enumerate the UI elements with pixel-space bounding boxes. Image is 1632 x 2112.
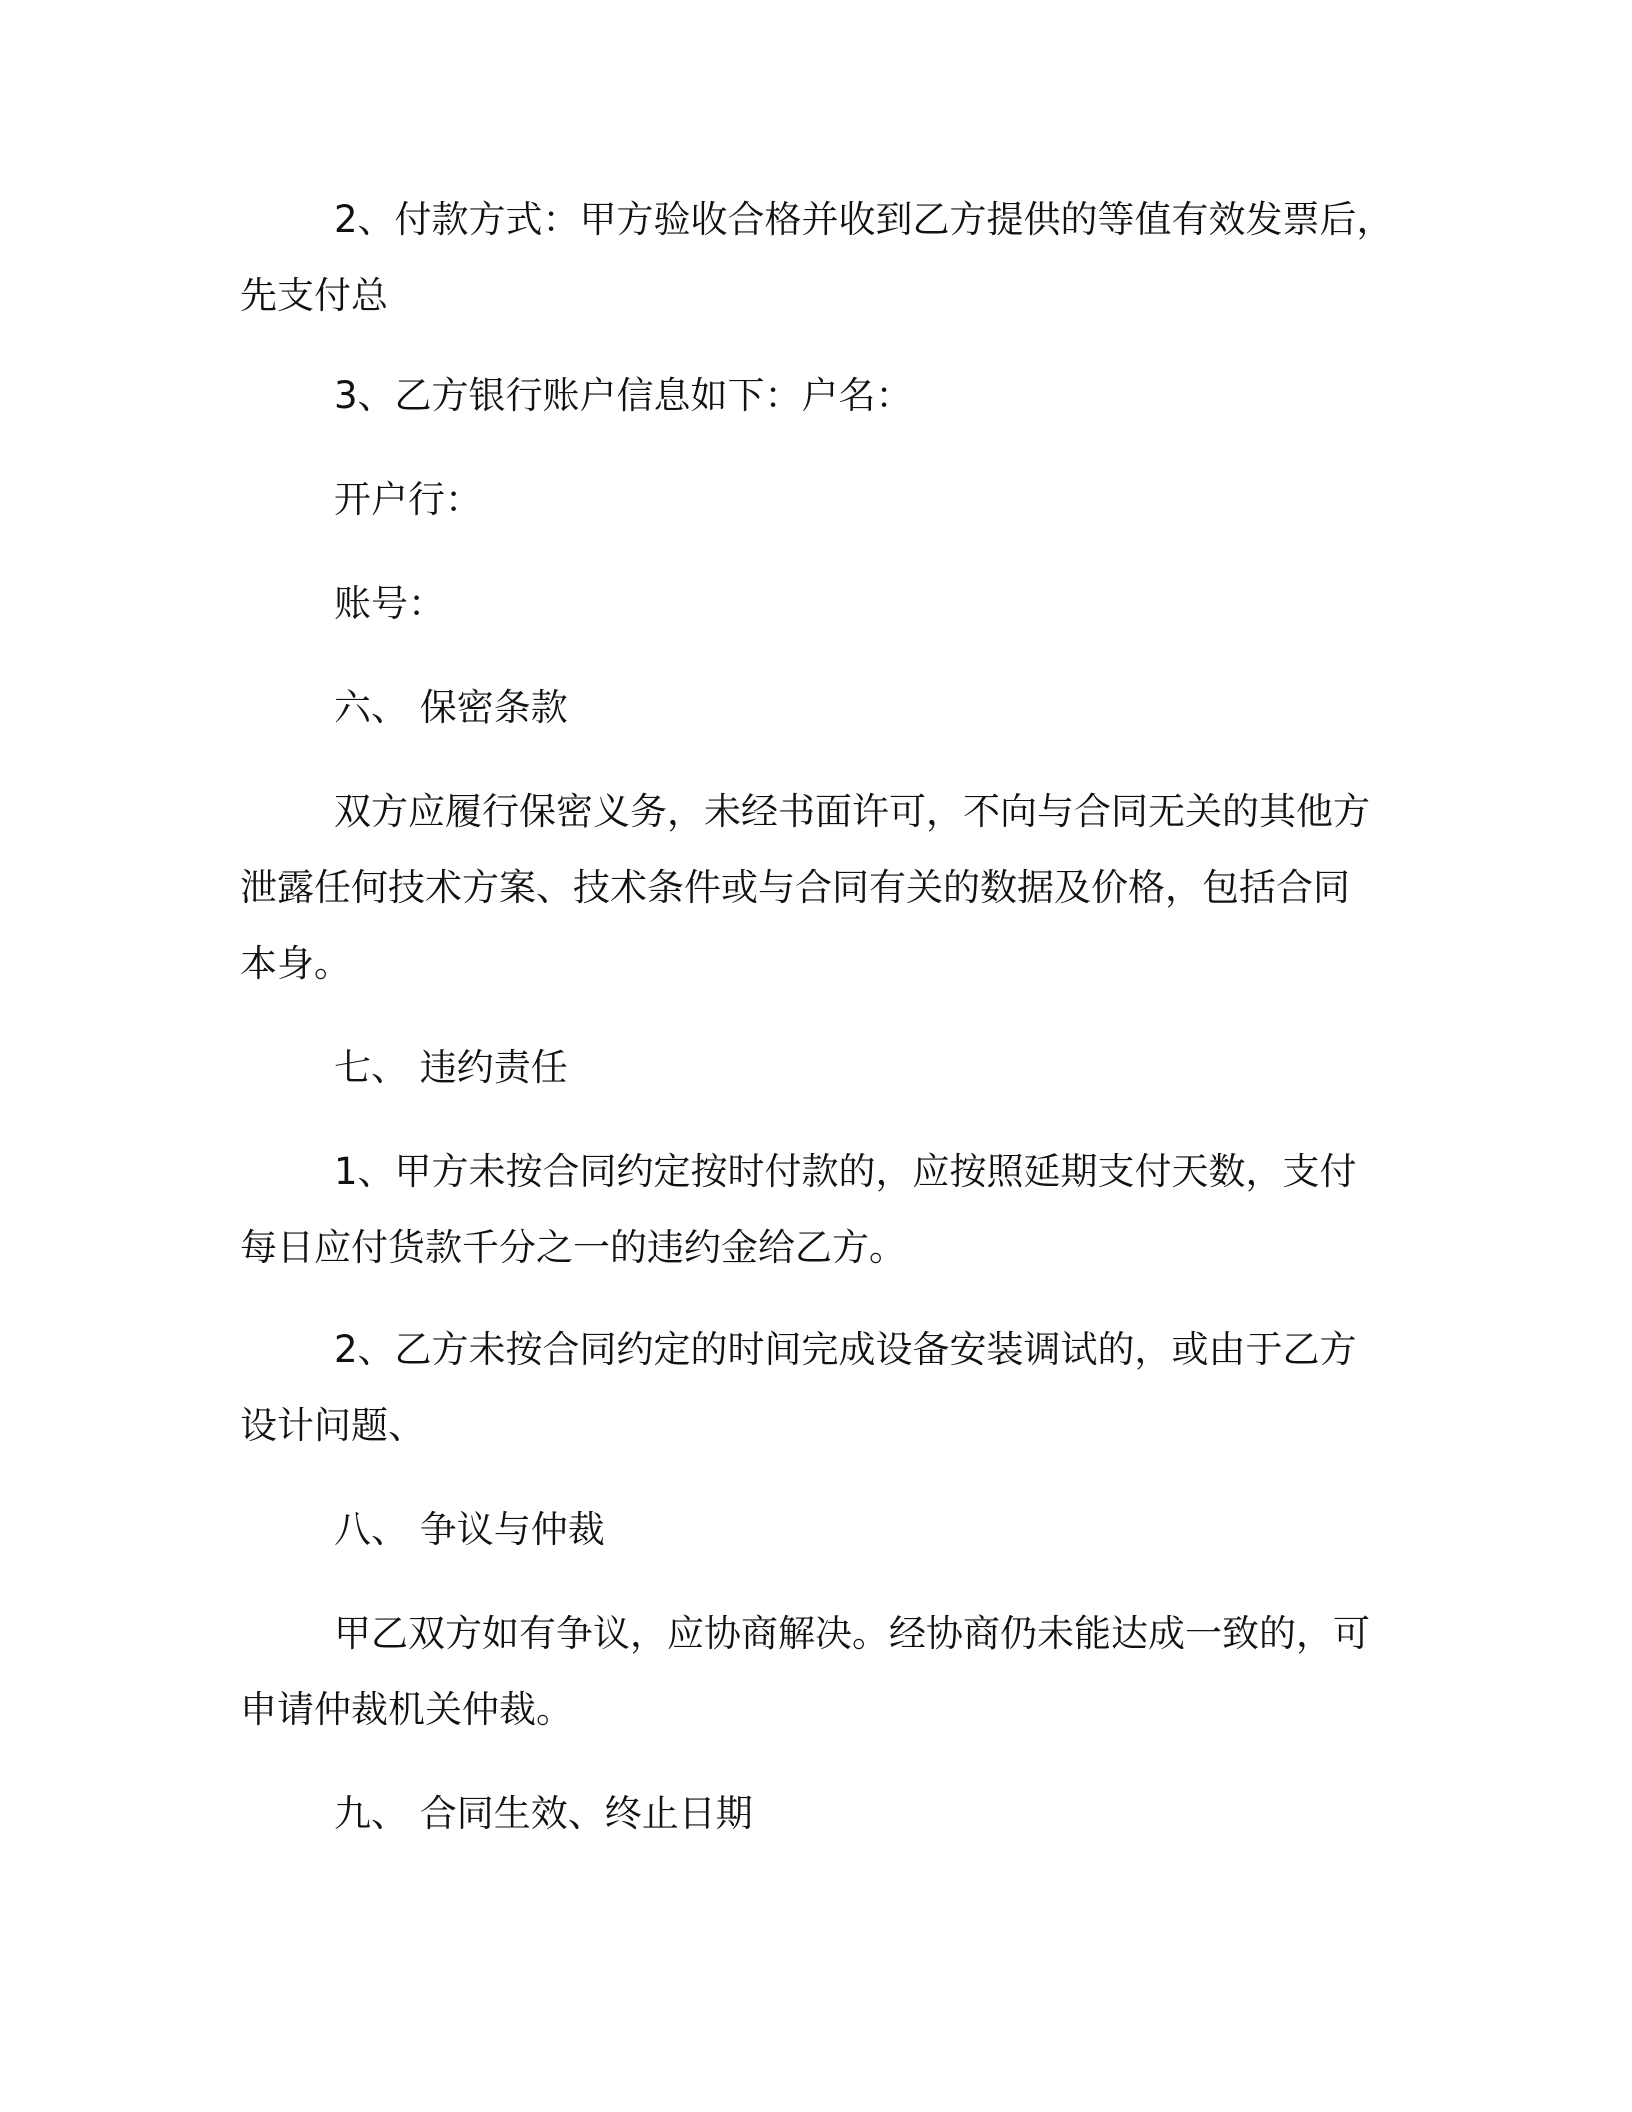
text-line: 七、 违约责任	[334, 1046, 568, 1089]
section-title-confidentiality	[240, 670, 1400, 746]
text-line: 设计问题、	[240, 1404, 425, 1447]
text-line: 开户行：	[334, 478, 482, 521]
paragraph-breach-2	[240, 1312, 1400, 1464]
text-line: 1、甲方未按合同约定按时付款的，应按照延期支付天数，支付	[334, 1150, 1357, 1193]
text-line: 账号：	[334, 582, 445, 625]
text-line: 双方应履行保密义务，未经书面许可，不向与合同无关的其他方	[334, 790, 1370, 833]
paragraph-bank-info	[240, 358, 1400, 434]
text-line: 甲乙双方如有争议，应协商解决。经协商仍未能达成一致的，可	[334, 1612, 1370, 1655]
text-line: 九、 合同生效、终止日期	[334, 1792, 753, 1835]
section-title-breach	[240, 1030, 1400, 1106]
text-line: 3、乙方银行账户信息如下：户名：	[334, 374, 913, 417]
text-line: 每日应付货款千分之一的违约金给乙方。	[240, 1226, 906, 1269]
text-line: 六、 保密条款	[334, 686, 568, 729]
text-line: 2、付款方式：甲方验收合格并收到乙方提供的等值有效发票后，	[334, 198, 1394, 241]
text-line: 八、 争议与仲裁	[334, 1508, 605, 1551]
text-line: 2、乙方未按合同约定的时间完成设备安装调试的，或由于乙方	[334, 1328, 1357, 1371]
text-line: 泄露任何技术方案、技术条件或与合同有关的数据及价格，包括合同	[240, 866, 1350, 909]
paragraph-arbitration	[240, 1596, 1400, 1748]
paragraph-payment-method	[240, 182, 1400, 334]
paragraph-confidentiality	[240, 774, 1400, 1002]
text-line: 申请仲裁机关仲裁。	[240, 1688, 573, 1731]
text-line: 本身。	[240, 942, 351, 985]
paragraph-account-no	[240, 566, 1400, 642]
section-title-effective-date	[240, 1776, 1400, 1852]
paragraph-breach-1	[240, 1134, 1400, 1286]
paragraph-bank-name	[240, 462, 1400, 538]
text-line: 先支付总	[240, 274, 388, 317]
section-title-arbitration	[240, 1492, 1400, 1568]
